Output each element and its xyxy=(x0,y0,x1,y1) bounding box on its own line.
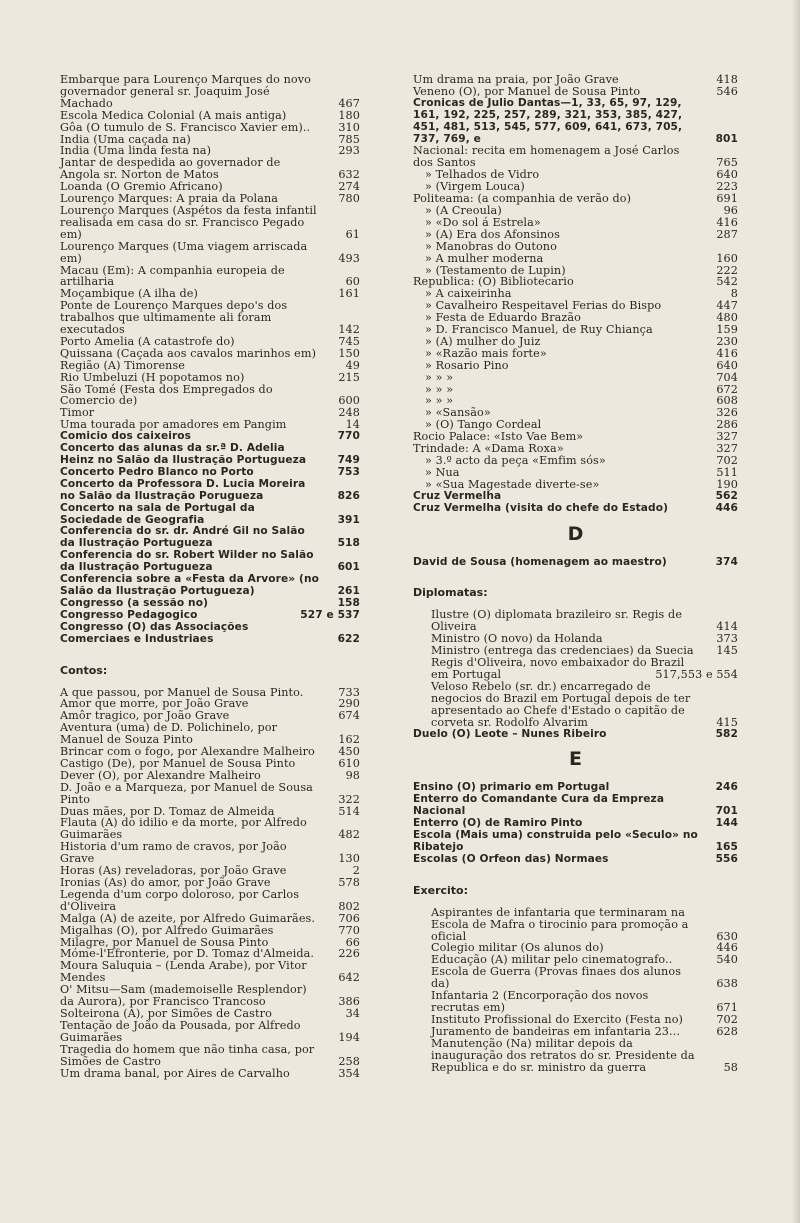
entry-title: Veloso Rebelo (sr. dr.) encarregado de negocios do Brazil em Portugal depois de ter apresentado ao Chefe d'Estado o capitão de corveta sr. Rodolfo Alvarim xyxy=(431,679,691,729)
page-number: 58 xyxy=(723,1060,738,1074)
index-entry xyxy=(60,360,360,372)
page-number: 373 xyxy=(716,632,738,646)
page-number: 546 xyxy=(716,84,738,98)
page-number: 770 xyxy=(337,430,360,443)
index-entry xyxy=(413,681,738,729)
page-number: 274 xyxy=(338,180,360,194)
index-entry xyxy=(413,609,738,633)
page-number: 600 xyxy=(338,394,360,408)
page-number: 578 xyxy=(338,876,360,889)
page-number: 511 xyxy=(716,465,738,479)
page-number: 180 xyxy=(338,108,360,122)
index-entry xyxy=(413,657,738,681)
entry-title: Malga (A) de azeite, por Alfredo Guimarães. xyxy=(60,911,316,925)
entry-title: Brincar com o fogo, por Alexandre Malheiro xyxy=(60,745,315,759)
page-number: 706 xyxy=(338,911,360,925)
index-entry xyxy=(413,372,738,384)
entry-title: Móme-l'Efronterie, por D. Tomaz d'Almeida. xyxy=(60,947,315,961)
entry-title: Lourenço Marques (Uma viagem arriscada em) xyxy=(60,239,308,265)
entry-title: Gôa (O tumulo de S. Francisco Xavier em).. xyxy=(60,120,311,134)
page-number: 418 xyxy=(716,73,738,86)
index-entry xyxy=(60,74,360,110)
entry-title: » A mulher moderna xyxy=(425,251,544,265)
page-number: 638 xyxy=(716,977,738,991)
page-number: 61 xyxy=(345,227,360,241)
page-number: 415 xyxy=(716,715,738,729)
index-entry xyxy=(413,479,738,491)
page-number: 450 xyxy=(338,745,360,759)
entry-title: India (Uma linda festa na) xyxy=(60,144,212,158)
page-number: 608 xyxy=(716,394,738,408)
page-number: 674 xyxy=(338,709,360,723)
entry-title: Escolas (O Orfeon das) Normaes xyxy=(413,852,609,865)
index-entry xyxy=(60,443,360,467)
index-entry xyxy=(60,348,360,360)
entry-title: Congresso Pedagogico xyxy=(60,608,198,621)
entry-title: Horas (As) reveladoras, por João Grave xyxy=(60,864,287,878)
index-entry xyxy=(60,300,360,336)
index-entry xyxy=(413,455,738,467)
index-entry xyxy=(60,984,360,1008)
index-entry xyxy=(60,610,360,622)
entry-title: Rocio Palace: «Isto Vae Bem» xyxy=(413,430,584,444)
index-entry xyxy=(60,622,360,646)
page-number: 493 xyxy=(338,251,360,265)
index-entry xyxy=(60,960,360,984)
letter-heading: D xyxy=(567,522,584,545)
entry-title: Conferencia sobre a «Festa da Arvore» (no Salão da Ilustração Portugueza) xyxy=(60,573,319,597)
page-number: 130 xyxy=(338,852,360,866)
page-number: 374 xyxy=(715,555,738,568)
page-number: 246 xyxy=(715,781,738,794)
entry-title: Quissana (Caçada aos cavalos marinhos em) xyxy=(60,346,317,360)
page-number: 386 xyxy=(338,995,360,1009)
index-entry xyxy=(60,526,360,550)
entry-title: Moçambique (A ilha de) xyxy=(60,287,198,301)
entry-title: Castigo (De), por Manuel de Sousa Pinto xyxy=(60,756,296,770)
entry-title: » (A) mulher do Juiz xyxy=(425,334,541,348)
page-number: 527 e 537 xyxy=(300,608,360,621)
entry-title: Aspirantes de infantaria que terminaram na Escola de Mafra o tirocinio para promoção a oficial xyxy=(431,905,689,943)
entry-title: » » » xyxy=(425,370,454,384)
entry-title: Congresso (O) das Associações Comerciaes e Industriaes xyxy=(60,620,249,645)
page-number: 287 xyxy=(716,227,738,241)
page-number: 704 xyxy=(716,370,738,384)
page-number: 215 xyxy=(338,370,360,384)
entry-title: David de Sousa (homenagem ao maestro) xyxy=(413,555,667,568)
page-number: 582 xyxy=(715,727,738,740)
entry-title: » (A) Era dos Afonsinos xyxy=(425,227,560,241)
spacer xyxy=(60,646,360,660)
entry-title: Lourenço Marques: A praia da Polana xyxy=(60,192,279,206)
index-entry xyxy=(60,110,360,122)
entry-title: Manutenção (Na) militar depois da inauguração dos retratos do sr. Presidente da Republica e do sr. ministro da guerra xyxy=(431,1036,695,1074)
index-entry xyxy=(60,782,360,806)
entry-title: » (A Creoula) xyxy=(425,203,502,217)
index-entry xyxy=(413,145,738,169)
page-number: 628 xyxy=(716,1024,738,1038)
page-number: 150 xyxy=(338,346,360,360)
entry-title: Porto Amelia (A catastrofe do) xyxy=(60,334,235,348)
entry-title: Milagre, por Manuel de Sousa Pinto xyxy=(60,935,269,949)
entry-title: » Rosario Pino xyxy=(425,358,509,372)
entry-title: Amor que morre, por João Grave xyxy=(60,697,249,711)
entry-title: Concerto das alunas da sr.ª D. Adelia Heinz no Salão da Ilustração Portugueza xyxy=(60,442,307,466)
entry-title: Dever (O), por Alexandre Malheiro xyxy=(60,768,261,782)
page-number: 480 xyxy=(716,311,738,325)
entry-title: Conferencia do sr. dr. André Gil no Salão da Ilustração Portugueza xyxy=(60,525,305,550)
page-number: 733 xyxy=(338,685,360,699)
entry-title: Um drama na praia, por João Grave xyxy=(413,73,619,86)
page-number: 158 xyxy=(337,596,360,609)
entry-title: » Telhados de Vidro xyxy=(425,168,540,182)
page-number: 622 xyxy=(337,632,360,645)
page-number: 446 xyxy=(716,941,738,955)
page-number: 96 xyxy=(723,203,738,217)
page-number: 258 xyxy=(338,1054,360,1068)
page-number: 194 xyxy=(338,1030,360,1044)
entry-title: Tentação de João da Pousada, por Alfredo Guimarães xyxy=(60,1018,301,1044)
index-entry xyxy=(413,360,738,372)
entry-title: Juramento de bandeiras em infantaria 23... xyxy=(431,1024,680,1038)
index-entry xyxy=(60,913,360,925)
index-entry xyxy=(413,491,738,503)
entry-title: Regis d'Oliveira, novo embaixador do Brazil em Portugal xyxy=(431,656,685,681)
page-number: 542 xyxy=(716,275,738,289)
page-number: 354 xyxy=(338,1066,360,1080)
entry-title: » 3.º acto da peça «Emfim sós» xyxy=(425,454,606,467)
index-entry xyxy=(413,729,738,741)
entry-title: » «Razão mais forte» xyxy=(425,346,547,360)
index-entry xyxy=(413,98,738,146)
index-entry xyxy=(60,1068,360,1080)
index-entry xyxy=(413,384,738,396)
page-number: 702 xyxy=(716,1012,738,1026)
left-column xyxy=(60,74,360,1079)
page-number: 145 xyxy=(716,644,738,658)
entry-title: Cruz Vermelha xyxy=(413,489,502,502)
entry-title: Embarque para Lourenço Marques do novo governador general sr. Joaquim José Machado xyxy=(60,73,312,110)
page-number: 327 xyxy=(716,442,738,456)
page-number: 391 xyxy=(337,513,360,526)
page-number: 702 xyxy=(716,454,738,467)
page-number: 226 xyxy=(338,947,360,961)
index-entry xyxy=(60,1044,360,1068)
index-entry xyxy=(413,348,738,360)
entry-title: Veneno (O), por Manuel de Sousa Pinto xyxy=(413,84,641,98)
index-entry xyxy=(60,372,360,384)
index-entry xyxy=(413,557,738,569)
entry-title: India (Uma caçada na) xyxy=(60,132,191,146)
entry-title: Infantaria 2 (Encorporação dos novos recrutas em) xyxy=(431,989,649,1014)
page-number: 672 xyxy=(716,382,738,396)
entry-title: Legenda d'um corpo doloroso, por Carlos d'Oliveira xyxy=(60,887,300,913)
page-number: 610 xyxy=(338,756,360,770)
index-entry xyxy=(60,503,360,527)
page-number: 144 xyxy=(715,817,738,830)
page-number: 222 xyxy=(716,263,738,277)
entry-title: » D. Francisco Manuel, de Ruy Chiança xyxy=(425,323,653,337)
section-heading: Exercito: xyxy=(413,883,468,897)
page-number: 66 xyxy=(345,935,360,949)
page-number: 190 xyxy=(716,477,738,491)
page-number: 826 xyxy=(337,489,360,502)
entry-title: » Festa de Eduardo Brazão xyxy=(425,311,582,325)
index-entry xyxy=(60,1020,360,1044)
entry-title: Jantar de despedida ao governador de Angola sr. Norton de Matos xyxy=(60,156,281,182)
page-number: 326 xyxy=(716,406,738,420)
entry-title: Conferencia do sr. Robert Wilder no Salão da Ilustração Portugueza xyxy=(60,549,314,574)
entry-title: Ensino (O) primario em Portugal xyxy=(413,781,610,794)
index-entry xyxy=(60,889,360,913)
entry-title: Migalhas (O), por Alfredo Guimarães xyxy=(60,923,274,937)
page-number: 632 xyxy=(338,168,360,182)
page-number: 60 xyxy=(345,275,360,289)
entry-title: Educação (A) militar pelo cinematografo.. xyxy=(431,953,673,967)
index-entry xyxy=(413,1038,738,1074)
entry-title: Escola Medica Colonial (A mais antiga) xyxy=(60,108,287,122)
index-entry xyxy=(413,854,738,866)
page-edge-shadow xyxy=(792,0,800,1223)
page-number: 230 xyxy=(716,334,738,348)
page-number: 261 xyxy=(337,584,360,597)
page-number: 310 xyxy=(338,120,360,134)
entry-title: Região (A) Timorense xyxy=(60,358,186,372)
page-number: 801 xyxy=(715,132,738,145)
entry-title: » » » xyxy=(425,394,454,408)
entry-title: » (Virgem Louca) xyxy=(425,180,525,194)
page-number: 8 xyxy=(730,287,738,301)
page-number: 322 xyxy=(338,792,360,806)
index-entry xyxy=(60,770,360,782)
index-entry xyxy=(413,217,738,229)
entry-title: » Cavalheiro Respeitavel Ferias do Bispo xyxy=(425,299,662,313)
entry-title: Ponte de Lourenço Marques depo's dos trabalhos que ultimamente ali foram executados xyxy=(60,299,288,337)
page-number: 467 xyxy=(338,96,360,110)
entry-title: » Manobras do Outono xyxy=(425,239,557,253)
page-number: 327 xyxy=(716,430,738,444)
page-number: 517,553 e 554 xyxy=(655,667,738,681)
entry-title: Um drama banal, por Aires de Carvalho xyxy=(60,1066,290,1080)
page-number: 293 xyxy=(338,144,360,158)
entry-title: » A caixeirinha xyxy=(425,287,512,301)
index-entry xyxy=(413,794,738,818)
page-number: 142 xyxy=(338,323,360,337)
page-number: 749 xyxy=(337,454,360,466)
entry-title: » «Do sol á Estrela» xyxy=(425,215,541,229)
page-number: 556 xyxy=(715,852,738,865)
entry-title: » Nua xyxy=(425,465,460,479)
page-number: 514 xyxy=(338,804,360,818)
page-number: 482 xyxy=(338,828,360,842)
page-number: 14 xyxy=(345,418,360,432)
page-number: 160 xyxy=(716,251,738,265)
entry-title: » (Testamento de Lupin) xyxy=(425,263,566,277)
spacer xyxy=(413,568,738,582)
page-number: 765 xyxy=(716,156,738,170)
entry-title: Moura Saluquia – (Lenda Arabe), por Vitor Mendes xyxy=(60,959,307,985)
entry-title: » (O) Tango Cordeal xyxy=(425,418,542,432)
index-entry xyxy=(60,550,360,574)
page-number: 286 xyxy=(716,418,738,432)
page-number: 98 xyxy=(345,768,360,782)
page-number: 446 xyxy=(715,501,738,514)
entry-title: Flauta (A) do idilio e da morte, por Alfredo Guimarães xyxy=(60,816,307,842)
entry-title: São Tomé (Festa dos Empregados do Comercio de) xyxy=(60,382,273,408)
index-entry xyxy=(60,598,360,610)
index-entry xyxy=(413,830,738,854)
entry-title: Rio Umbeluzi (H popotamos no) xyxy=(60,370,245,384)
index-entry xyxy=(60,722,360,746)
index-entry xyxy=(60,841,360,865)
index-entry xyxy=(413,253,738,265)
page-number: 159 xyxy=(716,323,738,337)
page-number: 416 xyxy=(716,215,738,229)
index-entry xyxy=(413,1026,738,1038)
page-number: 416 xyxy=(716,346,738,360)
entry-title: Macau (Em): A companhia europeia de artilharia xyxy=(60,263,285,289)
letter-heading: E xyxy=(569,748,582,771)
page-number: 540 xyxy=(716,953,738,967)
page-number: 2 xyxy=(352,864,360,878)
section-heading: Diplomatas: xyxy=(413,586,488,600)
index-entry xyxy=(413,966,738,990)
index-entry xyxy=(60,574,360,598)
index-entry xyxy=(60,384,360,408)
page-number: 770 xyxy=(338,923,360,937)
entry-title: Enterro do Comandante Cura da Empreza Nacional xyxy=(413,793,665,818)
entry-title: Concerto da Professora D. Lucia Moreira no Salão da Ilustração Porugueza xyxy=(60,477,306,502)
entry-title: Uma tourada por amadores em Pangim xyxy=(60,418,287,432)
entry-title: Politeama: (a companhia de verão do) xyxy=(413,192,632,206)
page-number: 601 xyxy=(337,561,360,574)
page-number: 165 xyxy=(715,840,738,853)
right-column xyxy=(413,74,738,1073)
page-number: 518 xyxy=(337,537,360,550)
entry-title: Trindade: A «Dama Roxa» xyxy=(413,442,564,456)
entry-title: Duas mães, por D. Tomaz de Almeida xyxy=(60,804,275,818)
entry-title: » «Sua Magestade diverte-se» xyxy=(425,477,600,491)
page-number: 414 xyxy=(716,620,738,634)
entry-title: Concerto Pedro Blanco no Porto xyxy=(60,465,254,478)
entry-title: Loanda (O Gremio Africano) xyxy=(60,180,223,194)
page-number: 691 xyxy=(716,192,738,206)
page-number: 630 xyxy=(716,929,738,943)
index-entry xyxy=(60,205,360,241)
page-number: 248 xyxy=(338,406,360,420)
page-number: 753 xyxy=(337,465,360,478)
entry-title: » «Sansão» xyxy=(425,406,491,420)
entry-title: O' Mitsu—Sam (mademoiselle Resplendor) da Aurora), por Francisco Trancoso xyxy=(60,983,307,1009)
entry-title: Colegio militar (Os alunos do) xyxy=(431,941,604,955)
page-number: 701 xyxy=(715,805,738,818)
entry-title: » » » xyxy=(425,382,454,396)
entry-title: Lourenço Marques (Aspétos da festa infantil realisada em casa do sr. Francisco Pegado em) xyxy=(60,203,317,241)
entry-title: Escola (Mais uma) construida pelo «Seculo» no Ribatejo xyxy=(413,829,698,853)
index-entry xyxy=(60,241,360,265)
index-entry xyxy=(413,241,738,253)
entry-title: Duelo (O) Leote – Nunes Ribeiro xyxy=(413,727,607,740)
index-entry xyxy=(413,503,738,515)
entry-title: A que passou, por Manuel de Sousa Pinto. xyxy=(60,685,304,699)
index-entry xyxy=(60,817,360,841)
index-entry xyxy=(60,122,360,134)
index-entry xyxy=(60,157,360,181)
entry-title: Escola de Guerra (Provas finaes dos alunos da) xyxy=(431,965,682,991)
entry-title: Comicio dos caixeiros xyxy=(60,430,192,443)
entry-title: Concerto na sala de Portugal da Sociedade de Geografia xyxy=(60,501,255,526)
page-number: 640 xyxy=(716,168,738,182)
entry-title: Aventura (uma) de D. Polichinelo, por Manuel de Souza Pinto xyxy=(60,721,278,747)
entry-title: Ilustre (O) diplomata brazileiro sr. Regis de Oliveira xyxy=(431,608,683,634)
index-entry xyxy=(60,479,360,503)
page-number: 785 xyxy=(338,132,360,146)
page-number: 562 xyxy=(715,489,738,502)
entry-title: Solteirona (A), por Simões de Castro xyxy=(60,1006,272,1020)
entry-title: Ministro (O novo) da Holanda xyxy=(431,632,603,646)
entry-title: Republica: (O) Bibliotecario xyxy=(413,275,574,289)
entry-title: Cruz Vermelha (visita do chefe do Estado) xyxy=(413,501,669,514)
index-entry xyxy=(60,265,360,289)
page-number: 223 xyxy=(716,180,738,194)
entry-title: Timor xyxy=(60,406,95,420)
entry-title: D. João e a Marqueza, por Manuel de Sousa Pinto xyxy=(60,780,313,806)
entry-title: Amôr tragico, por João Grave xyxy=(60,709,230,723)
entry-title: Historia d'um ramo de cravos, por João Grave xyxy=(60,840,287,866)
index-entry xyxy=(60,925,360,937)
page-number: 671 xyxy=(716,1001,738,1014)
page-number: 642 xyxy=(338,971,360,985)
index-entry xyxy=(413,907,738,943)
page-number: 745 xyxy=(338,334,360,348)
entry-title: Nacional: recita em homenagem a José Carlos dos Santos xyxy=(413,144,680,170)
page-number: 802 xyxy=(338,899,360,913)
entry-title: Instituto Profissional do Exercito (Festa no) xyxy=(431,1012,683,1026)
entry-title: Ministro (entrega das credenciaes) da Suecia xyxy=(431,644,694,658)
page-number: 290 xyxy=(338,697,360,711)
entry-title: Tragedia do homem que não tinha casa, por Simões de Castro xyxy=(60,1042,315,1068)
page-number: 49 xyxy=(345,358,360,372)
entry-title: Enterro (O) de Ramiro Pinto xyxy=(413,817,583,830)
spacer xyxy=(413,866,738,880)
index-entry xyxy=(413,990,738,1014)
index-entry xyxy=(413,229,738,241)
page-number: 161 xyxy=(338,287,360,301)
entry-title: Cronicas de Julio Dantas—1, 33, 65, 97, 129, 161, 192, 225, 257, 289, 321, 353, 385, 427, 451, 481, 513, 545, 577, 609, 641, 673, 705, 737, 769, e xyxy=(413,96,683,145)
page-number: 162 xyxy=(338,733,360,747)
entry-title: Congresso (a sessão no) xyxy=(60,596,209,609)
page-number: 780 xyxy=(338,192,360,206)
page-number: 640 xyxy=(716,358,738,372)
page-number: 447 xyxy=(716,299,738,313)
page-number: 34 xyxy=(345,1006,360,1020)
section-heading: Contos: xyxy=(60,663,108,677)
entry-title: Ironias (As) do amor, por João Grave xyxy=(60,876,271,889)
